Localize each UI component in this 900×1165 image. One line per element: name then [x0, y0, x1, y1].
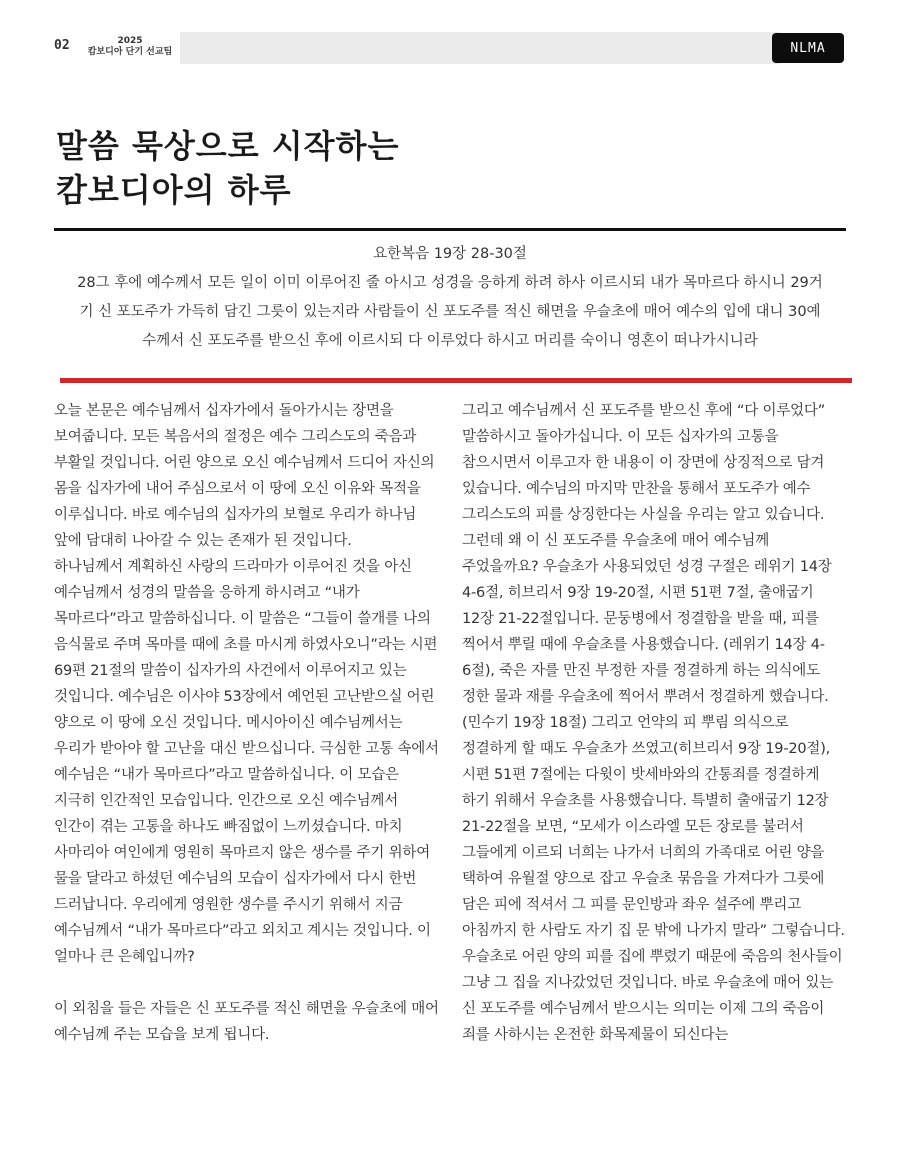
header-band: [180, 32, 780, 64]
nlma-badge: NLMA: [772, 33, 844, 63]
title-line-1: 말씀 묵상으로 시작하는: [56, 127, 400, 165]
page-title: [56, 124, 756, 212]
body-column-left: [54, 398, 440, 1048]
scripture-reference: 요한복음 19장 28-30절: [373, 246, 527, 262]
header-meta: [76, 36, 184, 58]
header-year: 2025: [117, 36, 143, 46]
page-number: 02: [54, 38, 70, 53]
scripture-divider: [60, 378, 852, 383]
scripture-text: 28그 후에 예수께서 모든 일이 이미 이루어진 줄 아시고 성경을 응하게 하려 하사 이르시되 내가 목마르다 하시니 29거기 신 포도주가 가득히 담긴 그릇이 있는지라 사람들이 신 포도주를 적신 해면을 우슬초에 매어 예수의 입에 대니 30예수께서 신 포도주를 받으신 후에 이르시되 다 이루었다 하시고 머리를 숙이니 영혼이 떠나가시니라: [77, 275, 823, 349]
title-divider: [54, 228, 846, 231]
title-line-2: 캄보디아의 하루: [56, 171, 292, 209]
body-paragraph: 이 외침을 들은 자들은 신 포도주를 적신 해면을 우슬초에 매어 예수님께 주는 모습을 보게 됩니다.: [54, 1001, 439, 1043]
scripture-block: [54, 240, 846, 356]
header-subtitle: 캄보디아 단기 선교팀: [87, 47, 173, 57]
body-paragraph: 오늘 본문은 예수님께서 십자가에서 돌아가시는 장면을 보여줍니다. 모든 복음서의 절정은 예수 그리스도의 죽음과 부활일 것입니다. 어린 양으로 오신 예수님께서 드디어 자신의 몸을 십자가에 내어 주심으로서 이 땅에 오신 이유와 목적을 이루십니다. 바로 예수님의 십자가의 보혈로 우리가 하나님 앞에 담대히 나아갈 수 있는 존재가 된 것입니다.: [54, 403, 435, 549]
body-paragraph: 그리고 예수님께서 신 포도주를 받으신 후에 “다 이루었다” 말씀하시고 돌아가십니다. 이 모든 십자가의 고통을 참으시면서 이루고자 한 내용이 이 장면에 상징적으로 담겨 있습니다. 예수님의 마지막 만찬을 통해서 포도주가 예수 그리스도의 피를 상징한다는 사실을 우리는 알고 있습니다. 그런데 왜 이 신 포도주를 우슬초에 매어 예수님께 주었을까요? 우슬초가 사용되었던 성경 구절은 레위기 14장 4-6절, 히브리서 9장 19-20절, 시편 51편 7절, 출애굽기 12장 21-22절입니다. 문둥병에서 정결함을 받을 때, 피를 찍어서 뿌릴 때에 우슬초를 사용했습니다. (레위기 14장 4-6절), 죽은 자를 만진 부정한 자를 정결하게 하는 의식에도 정한 물과 재를 우슬초에 찍어서 뿌려서 정결하게 했습니다. (민수기 19장 18절) 그리고 언약의 피 뿌림 의식으로 정결하게 할 때도 우슬초가 쓰였고(히브리서 9장 19-20절), 시편 51편 7절에는 다윗이 밧세바와의 간통죄를 정결하게 하기 위해서 우슬초를 사용했습니다. 특별히 출애굽기 12장 21-22절을 보면, “모세가 이스라엘 모든 장로를 불러서 그들에게 이르되 너희는 나가서 너희의 가족대로 어린 양을 택하여 유월절 양으로 잡고 우슬초 묶음을 가져다가 그릇에 담은 피에 적셔서 그 피를 문인방과 좌우 설주에 뿌리고 아침까지 한 사람도 자기 집 문 밖에 나가지 말라” 그렇습니다. 우슬초로 어린 양의 피를 집에 뿌렸기 때문에 죽음의 천사들이 그냥 그 집을 지나갔었던 것입니다. 바로 우슬초에 매어 있는 신 포도주를 예수님께서 받으시는 의미는 이제 그의 죽음이 죄를 사하시는 온전한 화목제물이 되신다는: [462, 403, 845, 1043]
paragraph-gap: [54, 970, 440, 996]
body-column-right: [462, 398, 846, 1048]
body-paragraph: 하나님께서 계획하신 사랑의 드라마가 이루어진 것을 아신 예수님께서 성경의 말씀을 응하게 하시려고 “내가 목마르다”라고 말씀하십니다. 이 말씀은 “그들이 쓸개를 나의 음식물로 주며 목마를 때에 초를 마시게 하였사오니”라는 시편 69편 21절의 말씀이 십자가의 사건에서 이루어지고 있는 것입니다. 예수님은 이사야 53장에서 예언된 고난받으실 어린 양으로 이 땅에 오신 것입니다. 메시아이신 예수님께서는 우리가 받아야 할 고난을 대신 받으십니다. 극심한 고통 속에서 예수님은 “내가 목마르다”라고 말씀하십니다. 이 모습은 지극히 인간적인 모습입니다. 인간으로 오신 예수님께서 인간이 겪는 고통을 하나도 빠짐없이 느끼셨습니다. 마치 사마리아 여인에게 영원히 목마르지 않은 생수를 주기 위하여 물을 달라고 하셨던 예수님의 모습이 십자가에서 다시 한번 드러납니다. 우리에게 영원한 생수를 주시기 위해서 지금 예수님께서 “내가 목마르다”라고 외치고 계시는 것입니다. 이 얼마나 큰 은혜입니까?: [54, 559, 439, 965]
